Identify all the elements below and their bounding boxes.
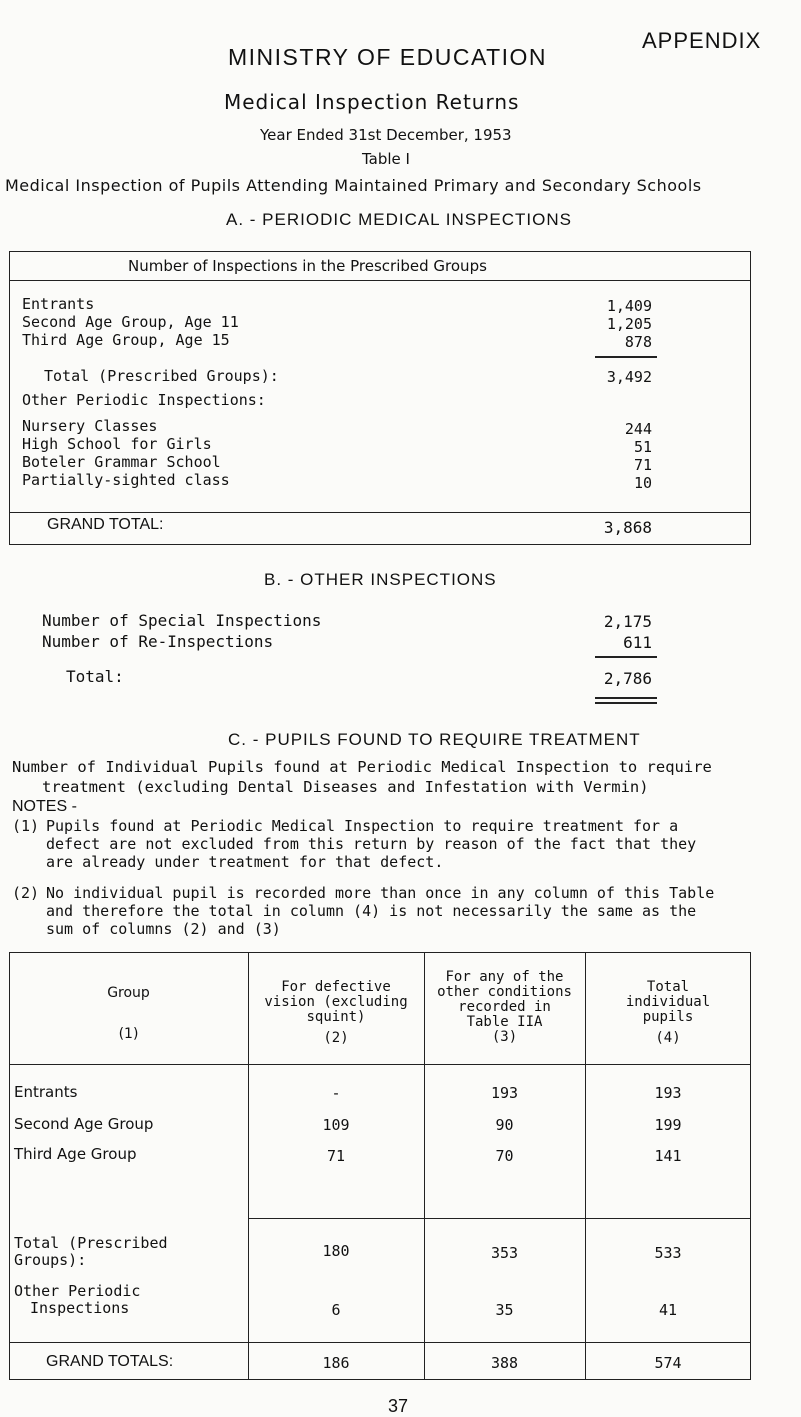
row-other-c3: 35 [495, 1301, 514, 1319]
row-grand-c4: 574 [654, 1354, 682, 1372]
other-label-boteler: Boteler Grammar School [22, 453, 221, 471]
row-grand-group: GRAND TOTALS: [46, 1353, 174, 1370]
col-header-other-line2: other conditions [437, 984, 572, 1000]
row-other-group-line2: Inspections [30, 1299, 130, 1317]
col-header-other-number: (3) [491, 1029, 518, 1045]
group-value-second: 1,205 [606, 315, 652, 333]
other-periodic-label: Other Periodic Inspections: [22, 391, 266, 409]
other-value-partially-sighted: 10 [633, 474, 652, 492]
note2-line1: No individual pupil is recorded more than once in any column of this Table [46, 884, 715, 902]
special-inspections-label: Number of Special Inspections [42, 611, 322, 630]
section-b-double-rule-2 [595, 702, 657, 704]
section-b-double-rule-1 [595, 697, 657, 699]
col-header-group-title: Group [107, 985, 150, 1001]
col-header-total-number: (4) [655, 1030, 681, 1046]
row-other-c4: 41 [658, 1301, 678, 1319]
section-b-subtotal-rule [595, 656, 657, 658]
group-label-entrants: Entrants [22, 295, 95, 313]
grand-total-value: 3,868 [603, 518, 652, 537]
total-prescribed-label: Total (Prescribed Groups): [44, 367, 279, 385]
group-value-third: 878 [624, 333, 652, 351]
col-header-vision-number: (2) [323, 1030, 349, 1046]
row-entrants-c2: - [331, 1084, 341, 1102]
row-other-c2: 6 [331, 1301, 341, 1319]
section-c-heading: C. - PUPILS FOUND TO REQUIRE TREATMENT [228, 730, 641, 749]
table-label: Table I [362, 150, 410, 168]
section-a-table-header: Number of Inspections in the Prescribed Groups [128, 257, 487, 275]
grand-row-divider [9, 1342, 751, 1343]
row-total-group-line1: Total (Prescribed [14, 1234, 168, 1252]
total-prescribed-value: 3,492 [606, 368, 652, 386]
section-a-header-divider [9, 280, 751, 281]
special-inspections-value: 2,175 [603, 612, 652, 631]
note1-number: (1) [12, 817, 40, 835]
col-header-other-line4: Table IIA [466, 1014, 543, 1030]
col-header-vision [248, 980, 424, 1046]
other-value-high-school: 51 [633, 438, 652, 456]
appendix-label: APPENDIX [642, 28, 762, 53]
note1-line2: defect are not excluded from this return by reason of the fact that they [46, 835, 697, 853]
section-c-intro-line1: Number of Individual Pupils found at Periodic Medical Inspection to require [12, 758, 712, 776]
col-header-group [9, 986, 248, 1042]
col-header-total-line3: pupils [642, 1009, 694, 1025]
subtotal-row-divider [248, 1218, 751, 1219]
row-entrants-c4: 193 [654, 1084, 682, 1102]
col-header-total [585, 980, 751, 1046]
section-b-total-label: Total: [66, 667, 124, 686]
note2-line2: and therefore the total in column (4) is not necessarily the same as the [46, 902, 697, 920]
row-group-third: Third Age Group [14, 1145, 137, 1163]
row-total-c3: 353 [490, 1244, 519, 1262]
subtitle: Medical Inspection of Pupils Attending Maintained Primary and Secondary Schools [5, 176, 702, 195]
ministry-title: MINISTRY OF EDUCATION [228, 44, 548, 70]
year-line: Year Ended 31st December, 1953 [260, 126, 512, 144]
row-second-c3: 90 [495, 1116, 514, 1134]
row-group-entrants: Entrants [14, 1083, 78, 1101]
row-entrants-c3: 193 [490, 1084, 519, 1102]
section-b-heading: B. - OTHER INSPECTIONS [264, 570, 497, 589]
row-other-group-line1: Other Periodic [14, 1282, 141, 1300]
notes-label: NOTES - [12, 798, 77, 815]
row-grand-c3: 388 [490, 1354, 519, 1372]
group-label-third: Third Age Group, Age 15 [22, 331, 230, 349]
group-label-second: Second Age Group, Age 11 [22, 313, 239, 331]
page-number: 37 [388, 1396, 409, 1416]
col-header-total-line1: Total [646, 979, 690, 995]
row-second-c2: 109 [322, 1116, 350, 1134]
note2-number: (2) [12, 884, 40, 902]
col-header-total-line2: individual [625, 994, 711, 1010]
section-b-total-value: 2,786 [603, 669, 652, 688]
note1-line3: are already under treatment for that defect. [46, 853, 444, 871]
row-grand-c2: 186 [322, 1354, 350, 1372]
col-header-other-conditions [424, 970, 585, 1045]
section-a-grand-divider [9, 512, 751, 513]
subtotal-rule [595, 356, 657, 358]
col-header-group-number: (1) [118, 1026, 139, 1042]
section-a-heading: A. - PERIODIC MEDICAL INSPECTIONS [226, 210, 572, 229]
note2-line3: sum of columns (2) and (3) [46, 920, 281, 938]
other-value-nursery: 244 [624, 420, 652, 438]
note1-line1: Pupils found at Periodic Medical Inspection to require treatment for a [46, 817, 679, 835]
header-row-divider [9, 1064, 751, 1065]
row-third-c4: 141 [654, 1147, 682, 1165]
other-value-boteler: 71 [633, 456, 652, 474]
page-title: Medical Inspection Returns [224, 90, 520, 114]
other-label-partially-sighted: Partially-sighted class [22, 471, 230, 489]
row-total-group-line2: Groups): [14, 1251, 87, 1269]
col-header-vision-line2: vision (excluding [264, 994, 408, 1010]
row-total-c4: 533 [654, 1244, 682, 1262]
other-label-nursery: Nursery Classes [22, 417, 158, 435]
grand-total-label: GRAND TOTAL: [47, 516, 164, 533]
other-label-high-school: High School for Girls [22, 435, 212, 453]
group-value-entrants: 1,409 [606, 297, 652, 315]
col-header-other-line1: For any of the [445, 969, 564, 985]
row-second-c4: 199 [654, 1116, 682, 1134]
re-inspections-value: 611 [623, 633, 652, 652]
row-third-c2: 71 [326, 1147, 346, 1165]
row-total-c2: 180 [322, 1242, 350, 1260]
col-header-other-line3: recorded in [458, 999, 551, 1015]
col-header-vision-line3: squint) [306, 1009, 366, 1025]
section-c-intro-line2: treatment (excluding Dental Diseases and Infestation with Vermin) [42, 778, 649, 796]
re-inspections-label: Number of Re-Inspections [42, 632, 274, 651]
row-group-second: Second Age Group [14, 1115, 154, 1133]
row-third-c3: 70 [495, 1147, 514, 1165]
col-header-vision-line1: For defective [281, 979, 391, 995]
